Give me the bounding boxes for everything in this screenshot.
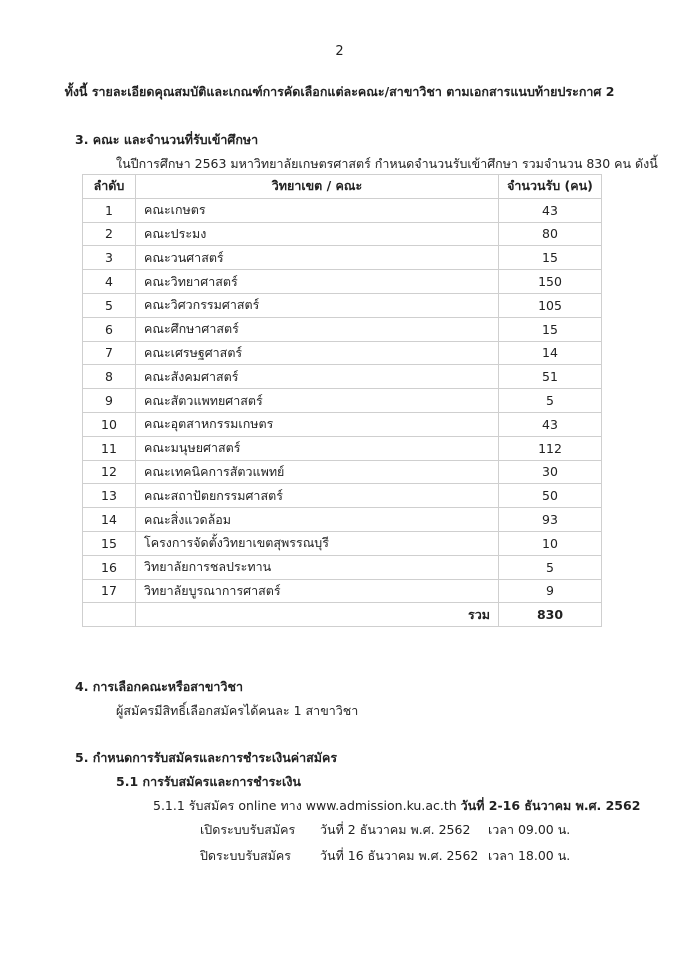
row-faculty: คณะเทคนิคการสัตวแพทย์ bbox=[136, 460, 499, 484]
row-faculty: คณะสถาปัตยกรรมศาสตร์ bbox=[136, 484, 499, 508]
total-empty-cell bbox=[83, 603, 136, 627]
row-count: 93 bbox=[499, 508, 602, 532]
row-faculty: วิทยาลัยบูรณาการศาสตร์ bbox=[136, 579, 499, 603]
row-count: 50 bbox=[499, 484, 602, 508]
row-count: 5 bbox=[499, 555, 602, 579]
row-faculty: คณะสิ่งแวดล้อม bbox=[136, 508, 499, 532]
row-number: 2 bbox=[83, 222, 136, 246]
row-faculty: คณะเกษตร bbox=[136, 198, 499, 222]
table-row bbox=[83, 579, 602, 603]
row-count: 105 bbox=[499, 293, 602, 317]
open-label: เปิดระบบรับสมัคร bbox=[200, 822, 296, 837]
table-row bbox=[83, 222, 602, 246]
total-label: รวม bbox=[136, 603, 499, 627]
table-row bbox=[83, 365, 602, 389]
header-no: ลำดับ bbox=[83, 175, 136, 199]
row-count: 15 bbox=[499, 317, 602, 341]
table-row bbox=[83, 412, 602, 436]
row-faculty: โครงการจัดตั้งวิทยาเขตสุพรรณบุรี bbox=[136, 531, 499, 555]
row-count: 14 bbox=[499, 341, 602, 365]
row-count: 150 bbox=[499, 270, 602, 294]
section-5-1-heading: 5.1 การรับสมัครและการชำระเงิน bbox=[116, 774, 301, 789]
row-faculty: คณะอุตสาหกรรมเกษตร bbox=[136, 412, 499, 436]
row-count: 15 bbox=[499, 246, 602, 270]
section-3-text: ในปีการศึกษา 2563 มหาวิทยาลัยเกษตรศาสตร์ กำหนดจำนวนรับเข้าศึกษา รวมจำนวน 830 คน ดังนี้ bbox=[116, 156, 658, 171]
quota-table bbox=[82, 174, 602, 627]
table-row bbox=[83, 389, 602, 413]
close-date: วันที่ 16 ธันวาคม พ.ศ. 2562 bbox=[320, 848, 479, 863]
section-4-heading: 4. การเลือกคณะหรือสาขาวิชา bbox=[75, 679, 243, 694]
row-number: 3 bbox=[83, 246, 136, 270]
row-number: 13 bbox=[83, 484, 136, 508]
page-number: 2 bbox=[335, 44, 344, 59]
open-system-row bbox=[200, 820, 570, 840]
open-time: เวลา 09.00 น. bbox=[488, 822, 571, 837]
section-5-heading: 5. กำหนดการรับสมัครและการชำระเงินค่าสมัคร bbox=[75, 750, 338, 765]
row-count: 43 bbox=[499, 198, 602, 222]
row-number: 5 bbox=[83, 293, 136, 317]
table-row bbox=[83, 460, 602, 484]
row-number: 7 bbox=[83, 341, 136, 365]
table-row bbox=[83, 198, 602, 222]
row-count: 43 bbox=[499, 412, 602, 436]
header-faculty: วิทยาเขต / คณะ bbox=[136, 175, 499, 199]
row-faculty: คณะศึกษาศาสตร์ bbox=[136, 317, 499, 341]
table-row bbox=[83, 436, 602, 460]
section-5-1-1-item bbox=[153, 796, 640, 816]
row-number: 14 bbox=[83, 508, 136, 532]
table-row bbox=[83, 341, 602, 365]
section-4-text: ผู้สมัครมีสิทธิ์เลือกสมัครได้คนละ 1 สาขาวิชา bbox=[116, 703, 359, 718]
section-5-1-1-text: 5.1.1 รับสมัคร online ทาง www.admission.ku.ac.th bbox=[153, 798, 461, 813]
close-label: ปิดระบบรับสมัคร bbox=[200, 848, 291, 863]
row-number: 4 bbox=[83, 270, 136, 294]
table-row bbox=[83, 484, 602, 508]
row-count: 30 bbox=[499, 460, 602, 484]
row-number: 17 bbox=[83, 579, 136, 603]
section-3-heading: 3. คณะ และจำนวนที่รับเข้าศึกษา bbox=[75, 132, 259, 147]
table-row bbox=[83, 246, 602, 270]
row-faculty: คณะเศรษฐศาสตร์ bbox=[136, 341, 499, 365]
row-number: 16 bbox=[83, 555, 136, 579]
close-time: เวลา 18.00 น. bbox=[488, 848, 571, 863]
row-count: 9 bbox=[499, 579, 602, 603]
table-row bbox=[83, 531, 602, 555]
row-number: 10 bbox=[83, 412, 136, 436]
table-row bbox=[83, 555, 602, 579]
row-faculty: วิทยาลัยการชลประทาน bbox=[136, 555, 499, 579]
row-count: 112 bbox=[499, 436, 602, 460]
row-faculty: คณะวนศาสตร์ bbox=[136, 246, 499, 270]
table-row bbox=[83, 317, 602, 341]
row-number: 9 bbox=[83, 389, 136, 413]
row-number: 12 bbox=[83, 460, 136, 484]
row-faculty: คณะประมง bbox=[136, 222, 499, 246]
total-value: 830 bbox=[499, 603, 602, 627]
row-faculty: คณะสังคมศาสตร์ bbox=[136, 365, 499, 389]
row-count: 10 bbox=[499, 531, 602, 555]
row-number: 1 bbox=[83, 198, 136, 222]
close-system-row bbox=[200, 846, 570, 866]
row-faculty: คณะวิทยาศาสตร์ bbox=[136, 270, 499, 294]
row-number: 6 bbox=[83, 317, 136, 341]
row-count: 51 bbox=[499, 365, 602, 389]
table-header-row bbox=[83, 175, 602, 199]
row-faculty: คณะวิศวกรรมศาสตร์ bbox=[136, 293, 499, 317]
table-body bbox=[83, 198, 602, 603]
table-row bbox=[83, 270, 602, 294]
section-5-1-1-dates: วันที่ 2-16 ธันวาคม พ.ศ. 2562 bbox=[460, 798, 641, 813]
row-faculty: คณะสัตวแพทยศาสตร์ bbox=[136, 389, 499, 413]
row-faculty: คณะมนุษยศาสตร์ bbox=[136, 436, 499, 460]
intro-note: ทั้งนี้ รายละเอียดคุณสมบัติและเกณฑ์การคัดเลือกแต่ละคณะ/สาขาวิชา ตามเอกสารแนบท้ายประกาศ 2 bbox=[64, 84, 615, 99]
open-date: วันที่ 2 ธันวาคม พ.ศ. 2562 bbox=[320, 822, 471, 837]
row-count: 5 bbox=[499, 389, 602, 413]
table-row bbox=[83, 293, 602, 317]
row-number: 11 bbox=[83, 436, 136, 460]
table-row bbox=[83, 508, 602, 532]
row-number: 8 bbox=[83, 365, 136, 389]
table-total-row bbox=[83, 603, 602, 627]
row-number: 15 bbox=[83, 531, 136, 555]
header-count: จำนวนรับ (คน) bbox=[499, 175, 602, 199]
row-count: 80 bbox=[499, 222, 602, 246]
